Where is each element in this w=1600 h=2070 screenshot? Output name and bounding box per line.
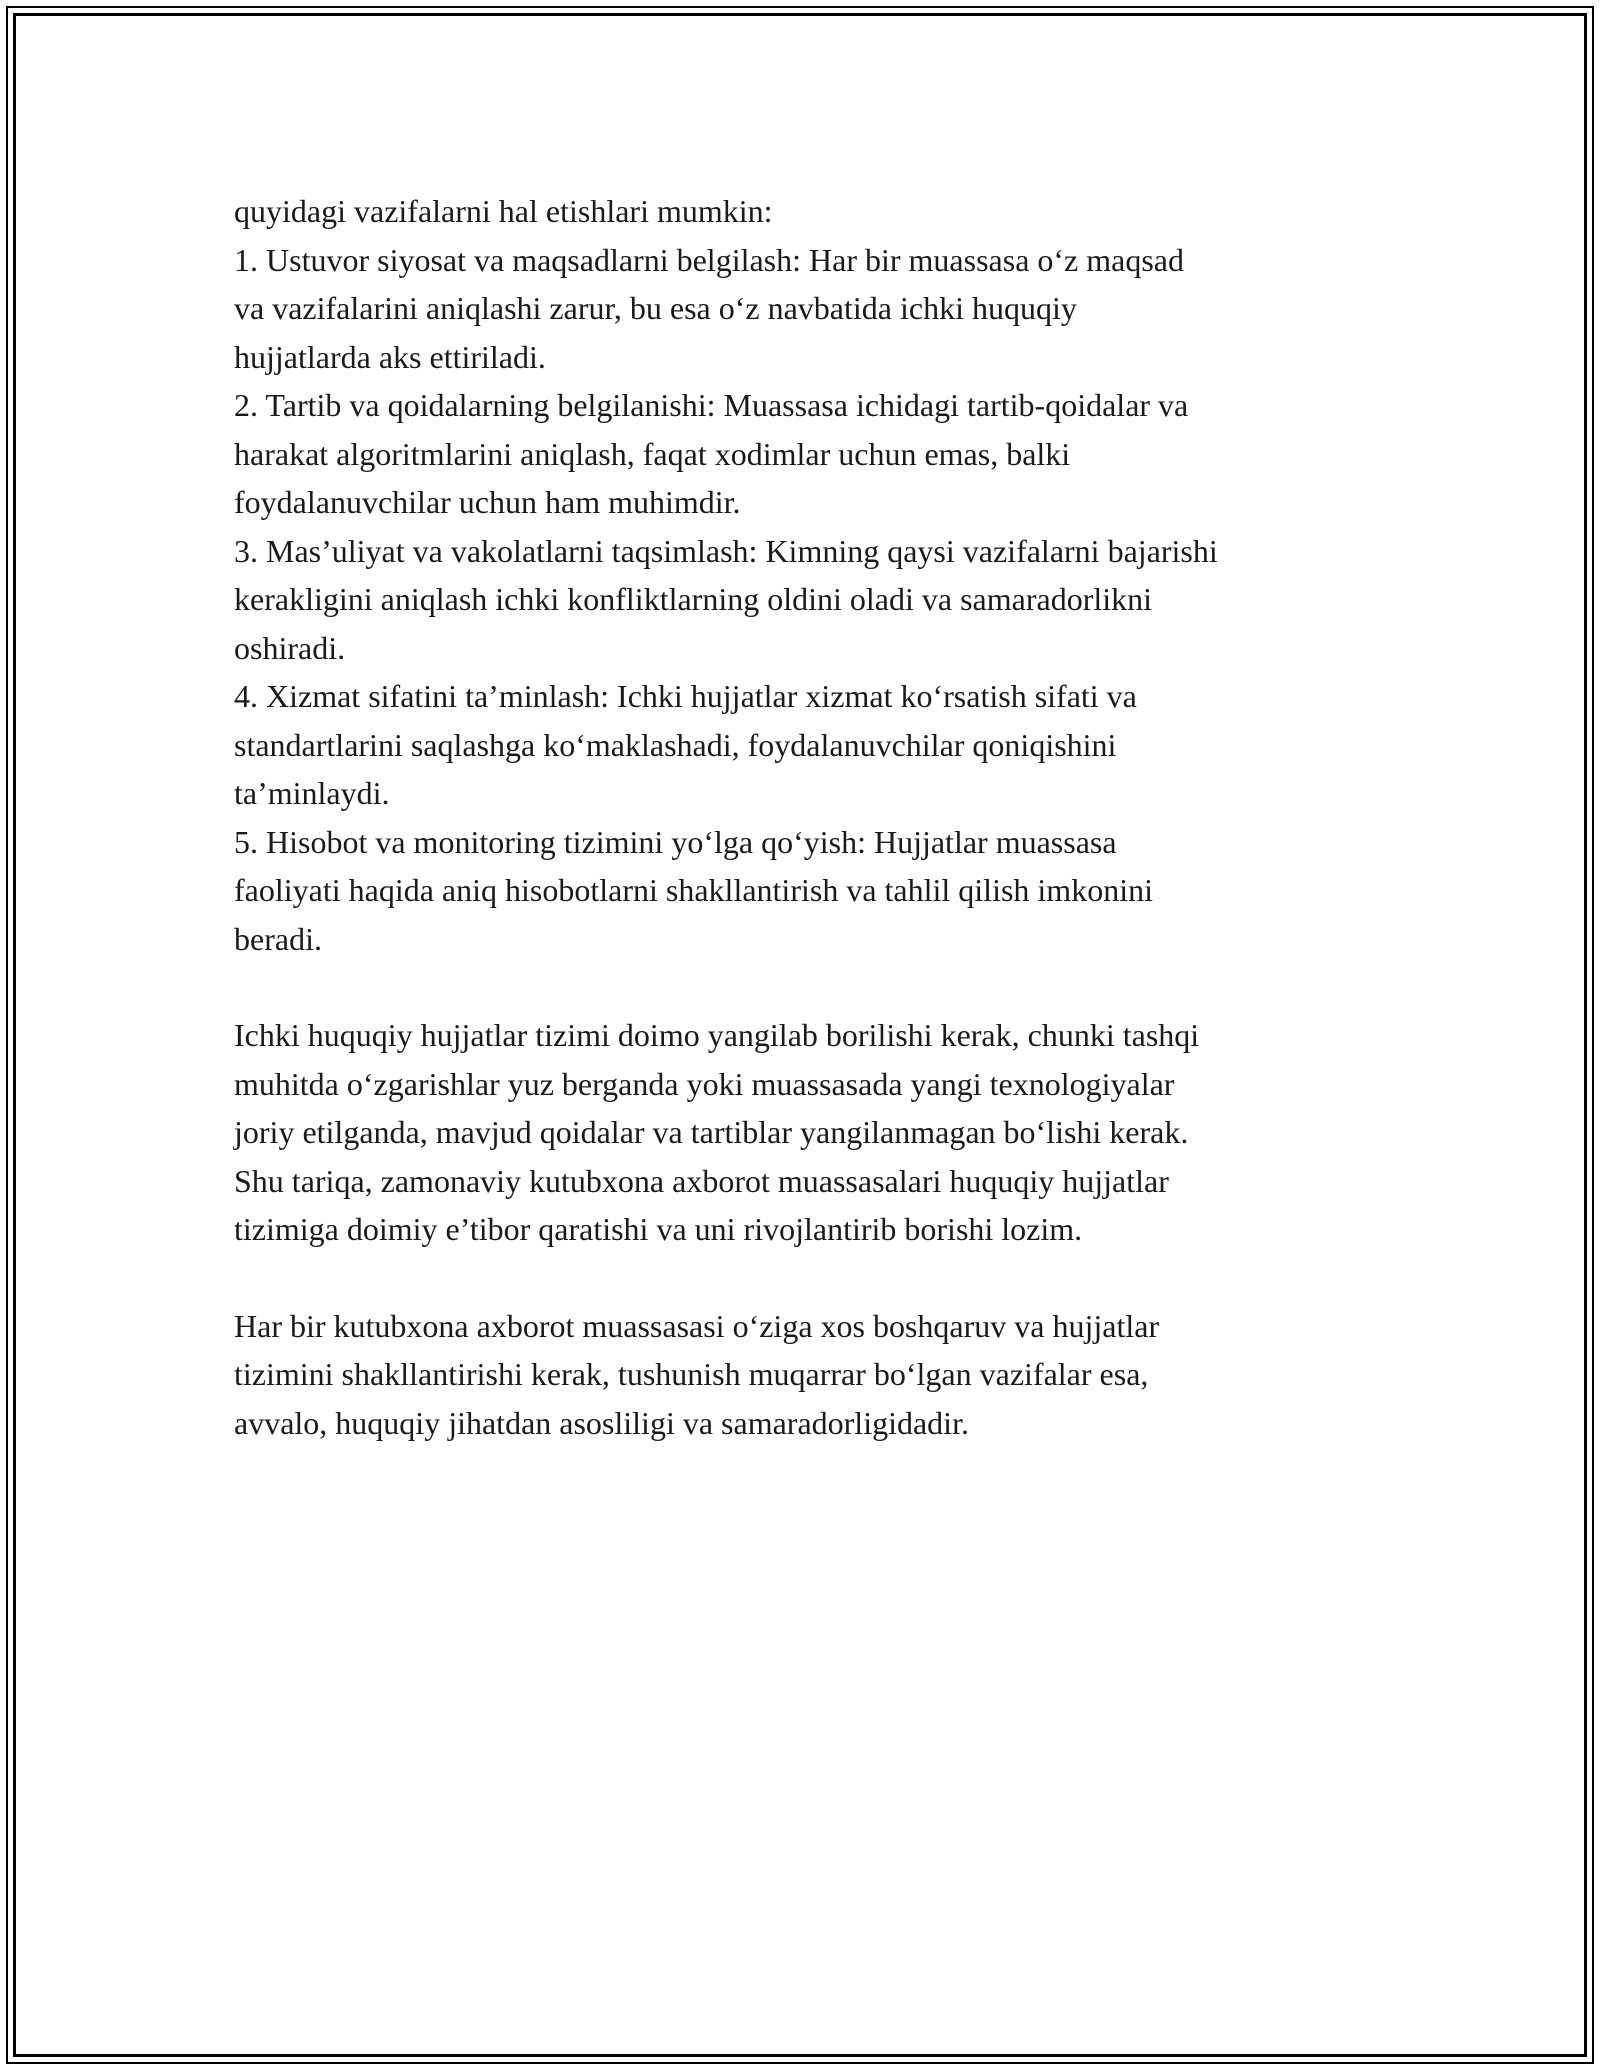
list-item [234, 672, 1384, 818]
list-item-line: hujjatlarda aks ettiriladi. [234, 338, 546, 375]
list-item-line: oshiradi. [234, 629, 346, 666]
list-item-line: kerakligini aniqlash ichki konfliktlarning oldini oladi va samaradorlikni [234, 581, 1153, 617]
paragraph-line: Shu tariqa, zamonaviy kutubxona axborot muassasalari huquqiy hujjatlar [234, 1162, 1169, 1199]
list-item [234, 818, 1384, 964]
list-item-line: harakat algoritmlarini aniqlash, faqat xodimlar uchun emas, balki [234, 435, 1071, 472]
paragraph-line: Ichki huquqiy hujjatlar tizimi doimo yangilab borilishi kerak, chunki tashqi [234, 1017, 1200, 1053]
paragraph-line: Har bir kutubxona axborot muassasasi o‘ziga xos boshqaruv va hujjatlar [234, 1307, 1160, 1344]
paragraph-line: muhitda o‘zgarishlar yuz berganda yoki muassasada yangi texnologiyalar [234, 1065, 1175, 1102]
list-item-line: 1. Ustuvor siyosat va maqsadlarni belgilash: Har bir muassasa o‘z maqsad [234, 241, 1184, 278]
paragraph-line: tizimiga doimiy e’tibor qaratishi va uni rivojlantirib borishi lozim. [234, 1211, 1083, 1247]
list-item-line: 3. Mas’uliyat va vakolatlarni taqsimlash: Kimning qaysi vazifalarni bajarishi [234, 532, 1218, 569]
paragraph-line: joriy etilganda, mavjud qoidalar va tartiblar yangilanmagan bo‘lishi kerak. [234, 1114, 1189, 1150]
paragraph-spacer [234, 963, 1384, 1011]
list-item [234, 381, 1384, 527]
list-item-line: faoliyati haqida aniq hisobotlarni shakllantirish va tahlil qilish imkonini [234, 872, 1153, 908]
document-body [234, 187, 1384, 1447]
list-item-line: va vazifalarini aniqlashi zarur, bu esa o‘z navbatida ichki huquqiy [234, 290, 1077, 326]
list-item-line: 5. Hisobot va monitoring tizimini yo‘lga qo‘yish: Hujjatlar muassasa [234, 823, 1117, 860]
list-item-line: ta’minlaydi. [234, 775, 390, 811]
list-item-line: 2. Tartib va qoidalarning belgilanishi: Muassasa ichidagi tartib-qoidalar va [234, 387, 1189, 423]
list-item [234, 236, 1384, 382]
paragraph-line: tizimini shakllantirishi kerak, tushunish muqarrar bo‘lgan vazifalar esa, [234, 1356, 1149, 1392]
paragraph-line: avvalo, huquqiy jihatdan asosliligi va samaradorligidadir. [234, 1404, 969, 1441]
list-item-line: beradi. [234, 920, 322, 957]
intro-line: quyidagi vazifalarni hal etishlari mumkin: [234, 193, 773, 229]
list-item [234, 527, 1384, 673]
paragraph-spacer [234, 1254, 1384, 1302]
paragraph [234, 1011, 1384, 1254]
list-item-line: 4. Xizmat sifatini ta’minlash: Ichki hujjatlar xizmat ko‘rsatish sifati va [234, 678, 1137, 714]
list-item-line: foydalanuvchilar uchun ham muhimdir. [234, 484, 741, 520]
paragraph [234, 1302, 1384, 1448]
list-item-line: standartlarini saqlashga ko‘maklashadi, foydalanuvchilar qoniqishini [234, 726, 1117, 763]
